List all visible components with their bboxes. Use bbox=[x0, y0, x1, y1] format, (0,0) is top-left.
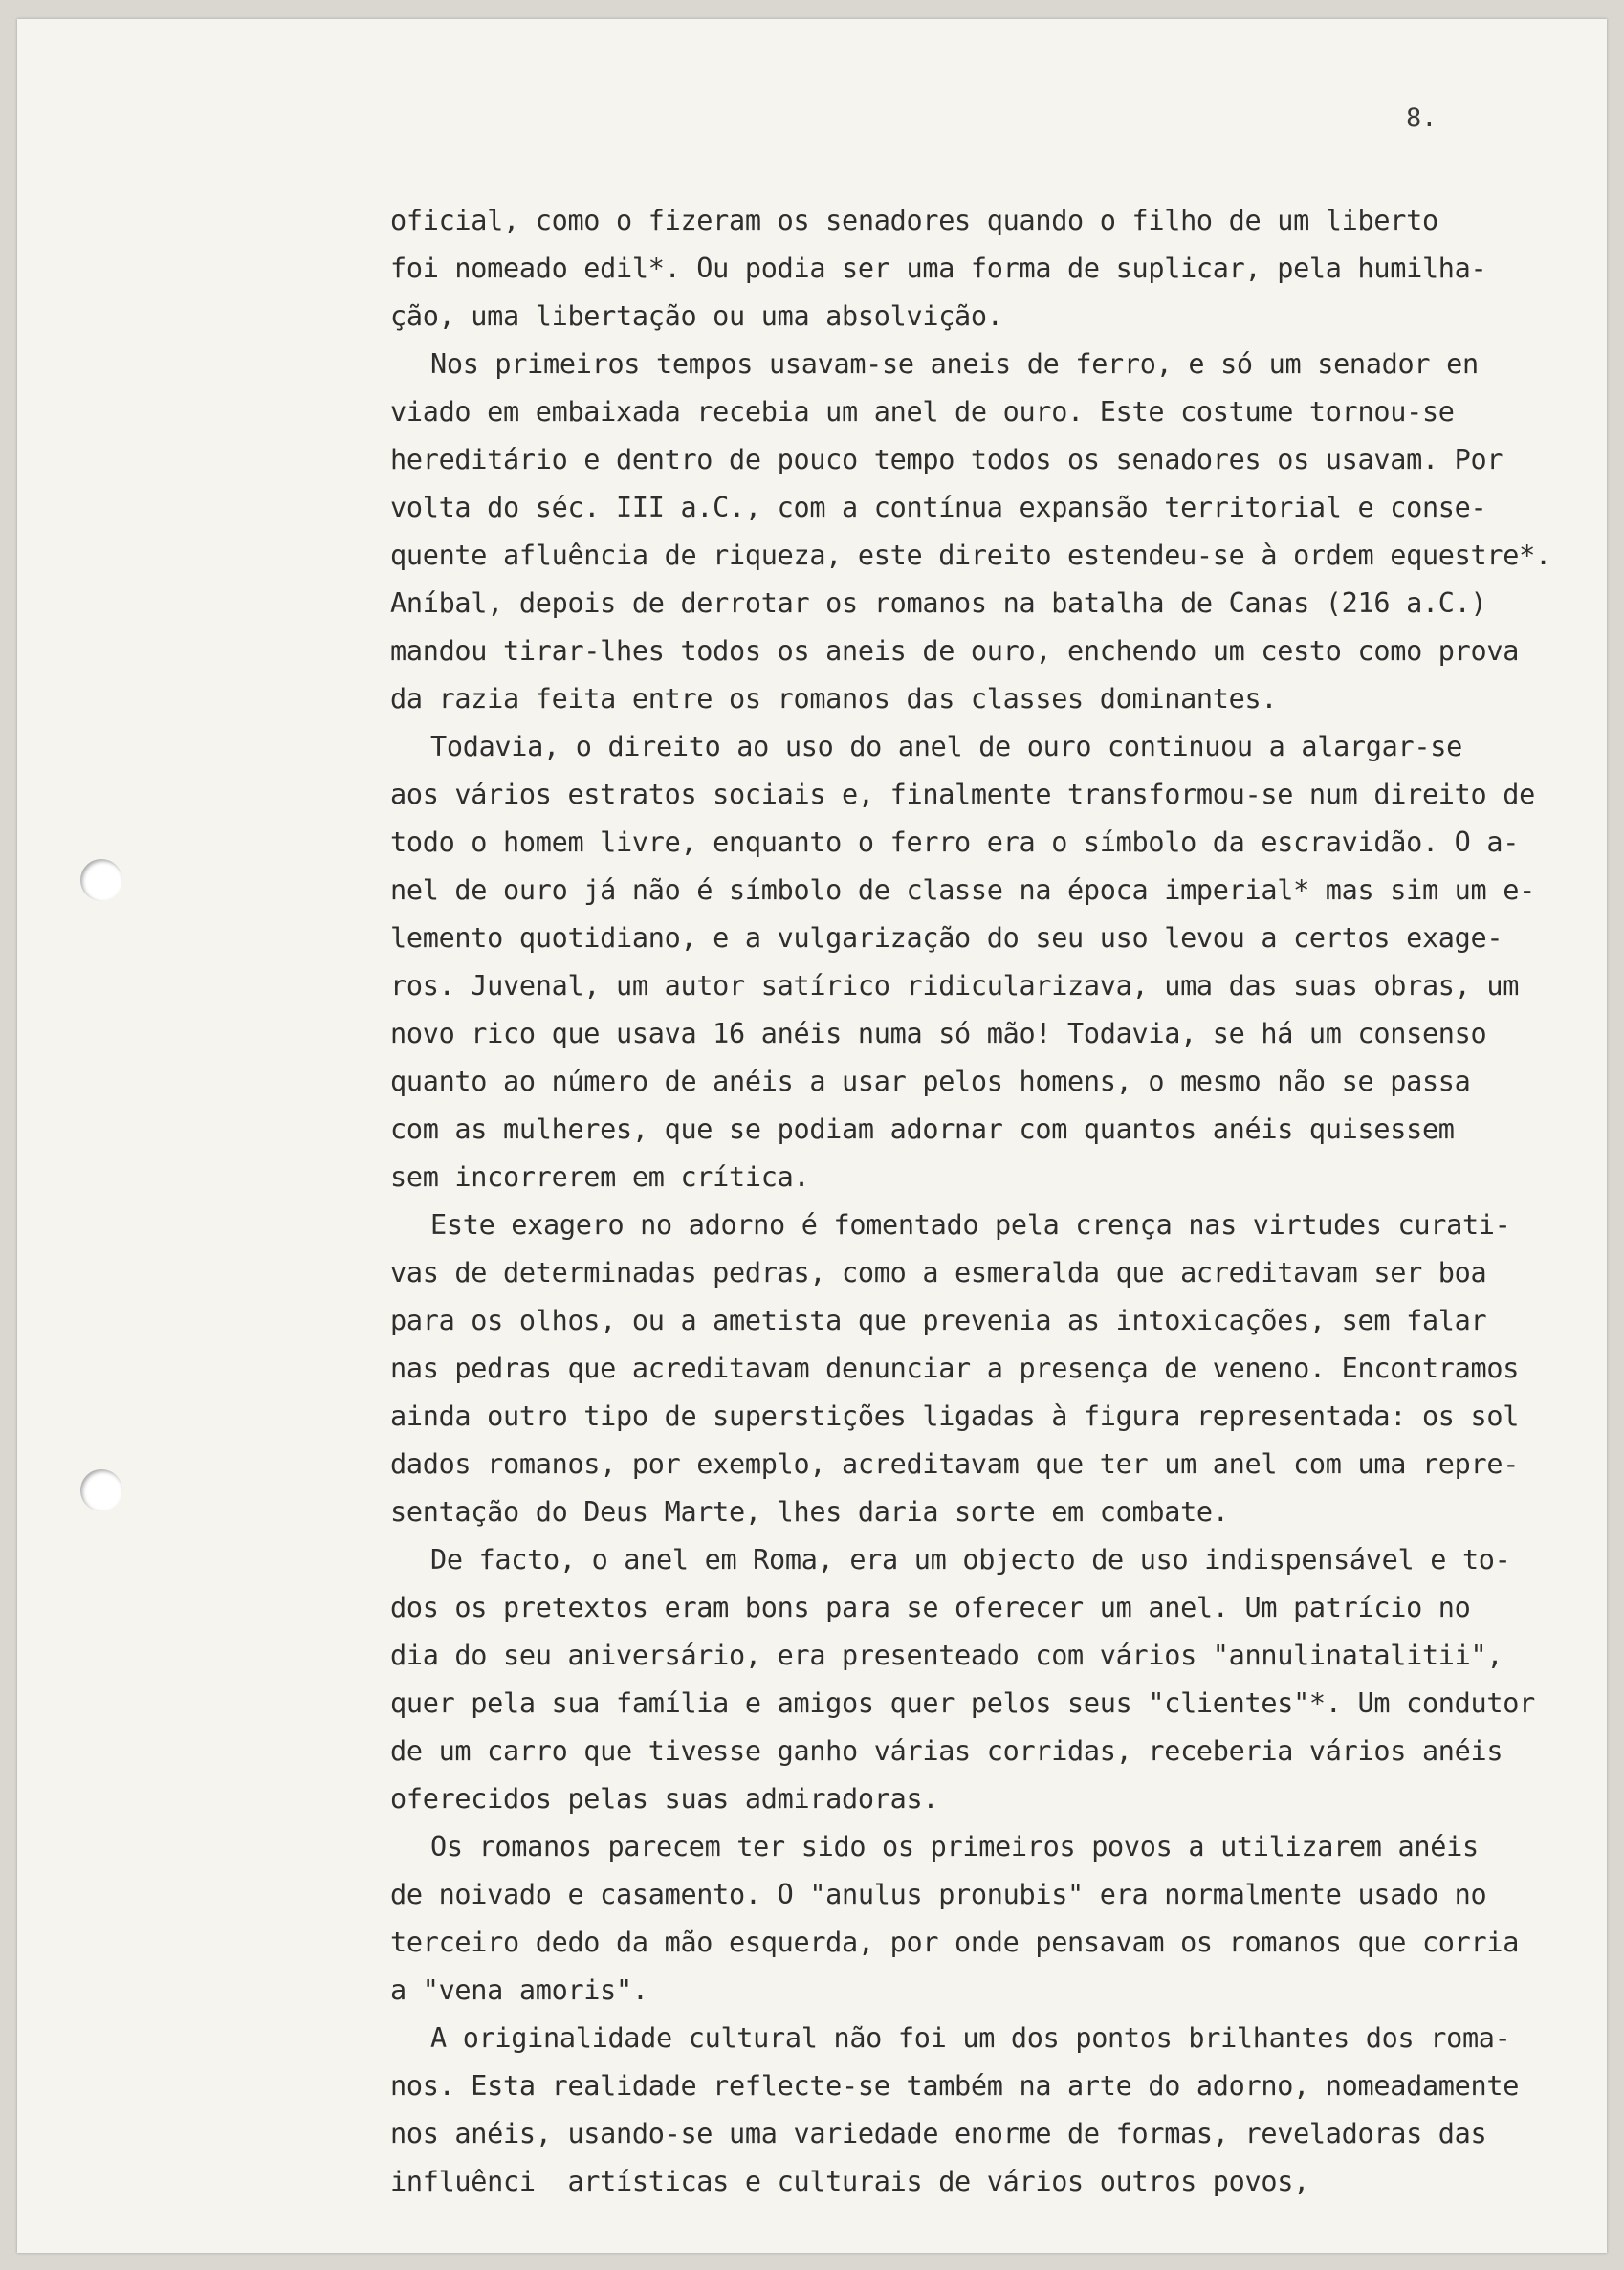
text-line: foi nomeado edil*. Ou podia ser uma forma de suplicar, pela humilha- bbox=[390, 253, 1487, 284]
text-line: Este exagero no adorno é fomentado pela crença nas virtudes curati- bbox=[430, 1209, 1511, 1241]
text-line: quanto ao número de anéis a usar pelos homens, o mesmo não se passa bbox=[390, 1066, 1471, 1097]
text-line: de um carro que tivesse ganho várias corridas, receberia vários anéis bbox=[390, 1735, 1503, 1767]
paragraph bbox=[390, 2015, 1605, 2206]
text-line: para os olhos, ou a ametista que prevenia as intoxicações, sem falar bbox=[390, 1305, 1487, 1336]
document-page bbox=[17, 19, 1607, 2253]
text-line: a "vena amoris". bbox=[390, 1974, 648, 2006]
text-line: aos vários estratos sociais e, finalmente transformou-se num direito de bbox=[390, 779, 1535, 810]
text-line: Nos primeiros tempos usavam-se aneis de ferro, e só um senador en bbox=[430, 348, 1479, 380]
text-line: nas pedras que acreditavam denunciar a presença de veneno. Encontramos bbox=[390, 1353, 1520, 1384]
text-line: de noivado e casamento. O "anulus pronubis" era normalmente usado no bbox=[390, 1879, 1487, 1910]
text-line: mandou tirar-lhes todos os aneis de ouro, enchendo um cesto como prova bbox=[390, 635, 1520, 667]
paragraph bbox=[390, 1823, 1605, 2015]
text-line: quente afluência de riqueza, este direito estendeu-se à ordem equestre*. bbox=[390, 540, 1551, 571]
text-line: volta do séc. III a.C., com a contínua expansão territorial e conse- bbox=[390, 492, 1487, 523]
paragraph bbox=[390, 1201, 1605, 1536]
text-line: com as mulheres, que se podiam adornar com quantos anéis quisessem bbox=[390, 1113, 1455, 1145]
punch-hole bbox=[80, 859, 122, 901]
text-line: A originalidade cultural não foi um dos pontos brilhantes dos roma- bbox=[430, 2022, 1511, 2054]
text-line: vas de determinadas pedras, como a esmeralda que acreditavam ser boa bbox=[390, 1257, 1487, 1289]
text-line: ainda outro tipo de superstições ligadas à figura representada: os sol bbox=[390, 1400, 1520, 1432]
text-line: dados romanos, por exemplo, acreditavam que ter um anel com uma repre- bbox=[390, 1448, 1520, 1480]
text-line: nel de ouro já não é símbolo de classe na época imperial* mas sim um e- bbox=[390, 874, 1535, 906]
page-number: 8. bbox=[1406, 103, 1437, 133]
text-line: Todavia, o direito ao uso do anel de ouro continuou a alargar-se bbox=[430, 731, 1462, 762]
text-line: Os romanos parecem ter sido os primeiros povos a utilizarem anéis bbox=[430, 1831, 1479, 1862]
text-line: da razia feita entre os romanos das classes dominantes. bbox=[390, 683, 1278, 715]
text-line: influênci artísticas e culturais de vários outros povos, bbox=[390, 2166, 1309, 2197]
text-line: dos os pretextos eram bons para se oferecer um anel. Um patrício no bbox=[390, 1592, 1471, 1623]
text-line: dia do seu aniversário, era presenteado com vários "annulinatalitii", bbox=[390, 1640, 1503, 1671]
text-line: terceiro dedo da mão esquerda, por onde pensavam os romanos que corria bbox=[390, 1927, 1520, 1958]
text-line: De facto, o anel em Roma, era um objecto de uso indispensável e to- bbox=[430, 1544, 1511, 1576]
paragraph bbox=[390, 341, 1605, 723]
text-line: lemento quotidiano, e a vulgarização do seu uso levou a certos exage- bbox=[390, 922, 1503, 954]
text-line: quer pela sua família e amigos quer pelos seus "clientes"*. Um condutor bbox=[390, 1687, 1535, 1719]
text-line: novo rico que usava 16 anéis numa só mão! Todavia, se há um consenso bbox=[390, 1018, 1487, 1049]
text-line: nos. Esta realidade reflecte-se também na arte do adorno, nomeadamente bbox=[390, 2070, 1520, 2102]
text-line: Aníbal, depois de derrotar os romanos na batalha de Canas (216 a.C.) bbox=[390, 587, 1487, 619]
body-text bbox=[390, 197, 1605, 2206]
text-line: oficial, como o fizeram os senadores quando o filho de um liberto bbox=[390, 205, 1438, 236]
text-line: ros. Juvenal, um autor satírico ridicularizava, uma das suas obras, um bbox=[390, 970, 1520, 1002]
text-line: sentação do Deus Marte, lhes daria sorte em combate. bbox=[390, 1496, 1229, 1528]
paragraph bbox=[390, 197, 1605, 341]
text-line: viado em embaixada recebia um anel de ouro. Este costume tornou-se bbox=[390, 396, 1455, 428]
text-line: hereditário e dentro de pouco tempo todos os senadores os usavam. Por bbox=[390, 444, 1503, 475]
punch-hole bbox=[80, 1469, 122, 1511]
paragraph bbox=[390, 723, 1605, 1201]
text-line: sem incorrerem em crítica. bbox=[390, 1161, 810, 1193]
text-line: nos anéis, usando-se uma variedade enorme de formas, reveladoras das bbox=[390, 2118, 1487, 2149]
text-line: ção, uma libertação ou uma absolvição. bbox=[390, 300, 1003, 332]
text-line: oferecidos pelas suas admiradoras. bbox=[390, 1783, 939, 1815]
paragraph bbox=[390, 1536, 1605, 1823]
text-line: todo o homem livre, enquanto o ferro era o símbolo da escravidão. O a- bbox=[390, 826, 1520, 858]
